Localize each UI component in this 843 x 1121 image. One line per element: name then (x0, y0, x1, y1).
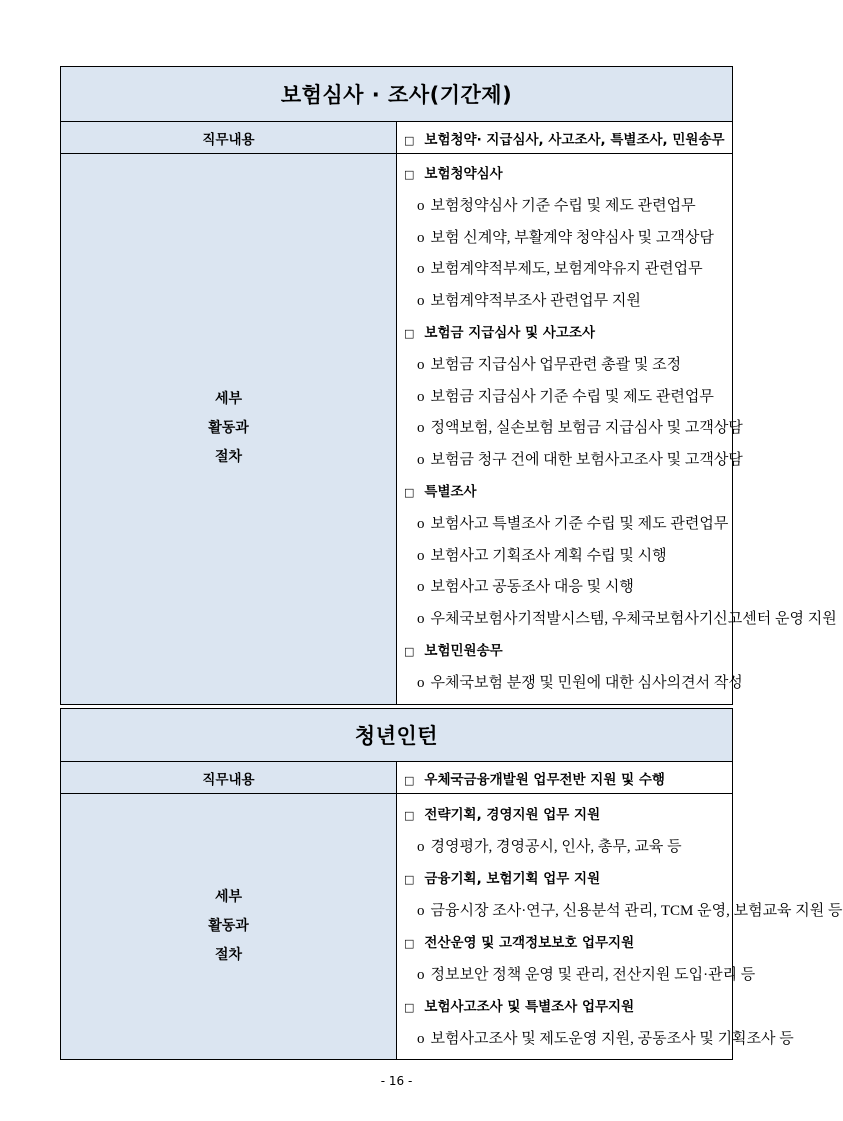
square-bullet-icon: □ (404, 168, 415, 181)
section-heading-text: 보험민원송무 (424, 642, 503, 659)
page-number: - 16 - (380, 1074, 413, 1088)
list-item (404, 350, 732, 382)
list-item-text: 보험금 청구 건에 대한 보험사고조사 및 고객상담 (430, 452, 743, 469)
list-item-text: 우체국보험사기적발시스템, 우체국보험사기신고센터 운영 지원 (430, 611, 837, 628)
square-bullet-icon: □ (404, 644, 415, 658)
list-item (404, 895, 843, 927)
section-heading-text: 전략기획, 경영지원 업무 지원 (424, 807, 601, 823)
square-bullet-icon: □ (404, 1001, 415, 1014)
side-label-line: 절차 (214, 947, 243, 963)
circle-bullet-icon: o (417, 229, 425, 246)
square-bullet-icon: □ (404, 809, 415, 822)
list-item (404, 541, 732, 573)
section-heading (404, 318, 732, 350)
circle-bullet-icon: o (417, 452, 425, 469)
list-item-text: 보험청약심사 기준 수립 및 제도 관련업무 (430, 197, 696, 214)
list-item-text: 보험사고조사 및 제도운영 지원, 공동조사 및 기획조사 등 (430, 1031, 794, 1047)
duty-description (397, 762, 733, 794)
list-item (404, 191, 732, 223)
section-heading-text: 특별조사 (424, 483, 477, 500)
square-bullet-icon: □ (404, 873, 415, 886)
section-heading (404, 636, 732, 668)
list-item-text: 보험 신계약, 부활계약 청약심사 및 고객상담 (430, 229, 714, 246)
section-heading-text: 보험사고조사 및 특별조사 업무지원 (424, 999, 635, 1015)
circle-bullet-icon: o (417, 293, 425, 310)
list-item-text: 금융시장 조사·연구, 신용분석 관리, TCM 운영, 보험교육 지원 등 (430, 903, 843, 919)
side-label-line: 세부 (214, 391, 243, 408)
circle-bullet-icon: o (417, 839, 425, 855)
side-label-line: 절차 (214, 449, 243, 466)
list-item-text: 보험계약적부제도, 보험계약유지 관련업무 (430, 261, 703, 278)
circle-bullet-icon: o (417, 547, 425, 564)
detail-content (397, 794, 843, 1060)
list-item-text: 보험금 지급심사 기준 수립 및 제도 관련업무 (430, 388, 714, 405)
circle-bullet-icon: o (417, 420, 425, 437)
square-bullet-icon: □ (404, 937, 415, 950)
square-bullet-icon: □ (404, 326, 415, 340)
list-item-text: 보험계약적부조사 관련업무 지원 (430, 293, 641, 310)
list-item-text: 보험사고 특별조사 기준 수립 및 제도 관련업무 (430, 515, 729, 532)
circle-bullet-icon: o (417, 388, 425, 405)
list-item-text: 정액보험, 실손보험 보험금 지급심사 및 고객상담 (430, 420, 743, 437)
circle-bullet-icon: o (417, 674, 425, 691)
circle-bullet-icon: o (417, 611, 425, 628)
section-heading (404, 863, 732, 895)
list-item (404, 959, 756, 991)
circle-bullet-icon: o (417, 197, 425, 214)
circle-bullet-icon: o (417, 356, 425, 373)
section-heading-text: 보험청약심사 (424, 166, 503, 182)
list-item-text: 정보보안 정책 운영 및 관리, 전산지원 도입·관리 등 (430, 967, 756, 983)
list-item (404, 668, 743, 700)
square-bullet-icon: □ (404, 773, 415, 787)
duty-text: 우체국금융개발원 업무전반 지원 및 수행 (424, 771, 665, 788)
list-item (404, 509, 732, 541)
circle-bullet-icon: o (417, 515, 425, 532)
list-item-text: 우체국보험 분쟁 및 민원에 대한 심사의견서 작성 (430, 674, 743, 691)
duty-text: 보험청약· 지급심사, 사고조사, 특별조사, 민원송무 (424, 131, 725, 148)
detail-side-label (61, 794, 397, 1060)
list-item (404, 604, 837, 636)
side-label-line: 세부 (214, 889, 243, 905)
list-item (404, 831, 732, 863)
list-item (404, 223, 732, 255)
duty-label: 직무내용 (61, 122, 397, 154)
job-table-insurance-review (60, 66, 837, 705)
side-label-line: 활동과 (208, 420, 249, 437)
side-label-line: 활동과 (208, 918, 249, 934)
list-item (404, 572, 732, 604)
detail-side-label (61, 154, 397, 705)
square-bullet-icon: □ (404, 133, 415, 147)
list-item-text: 보험사고 공동조사 대응 및 시행 (430, 579, 634, 596)
list-item-text: 보험사고 기획조사 계획 수립 및 시행 (430, 547, 667, 564)
section-heading-text: 금융기획, 보험기획 업무 지원 (424, 871, 601, 887)
circle-bullet-icon: o (417, 903, 425, 919)
list-item-text: 보험금 지급심사 업무관련 총괄 및 조정 (430, 356, 682, 373)
circle-bullet-icon: o (417, 579, 425, 596)
section-heading (404, 159, 732, 191)
circle-bullet-icon: o (417, 967, 425, 983)
list-item (404, 445, 743, 477)
circle-bullet-icon: o (417, 1031, 425, 1047)
list-item-text: 경영평가, 경영공시, 인사, 총무, 교육 등 (430, 839, 682, 855)
section-heading (404, 991, 732, 1023)
list-item (404, 413, 743, 445)
list-item (404, 254, 732, 286)
detail-content (397, 154, 837, 705)
list-item (404, 286, 732, 318)
section-heading (404, 799, 732, 831)
section-heading-text: 전산운영 및 고객정보보호 업무지원 (424, 935, 635, 951)
table-title: 보험심사 · 조사(기간제) (61, 67, 733, 122)
section-heading (404, 927, 732, 959)
job-table-youth-intern (60, 708, 843, 1060)
duty-description (397, 122, 733, 154)
list-item (404, 382, 732, 414)
square-bullet-icon: □ (404, 485, 415, 499)
section-heading-text: 보험금 지급심사 및 사고조사 (424, 324, 595, 341)
list-item (404, 1023, 794, 1055)
circle-bullet-icon: o (417, 261, 425, 278)
duty-label: 직무내용 (61, 762, 397, 794)
section-heading (404, 477, 732, 509)
table-title: 청년인턴 (61, 709, 733, 762)
